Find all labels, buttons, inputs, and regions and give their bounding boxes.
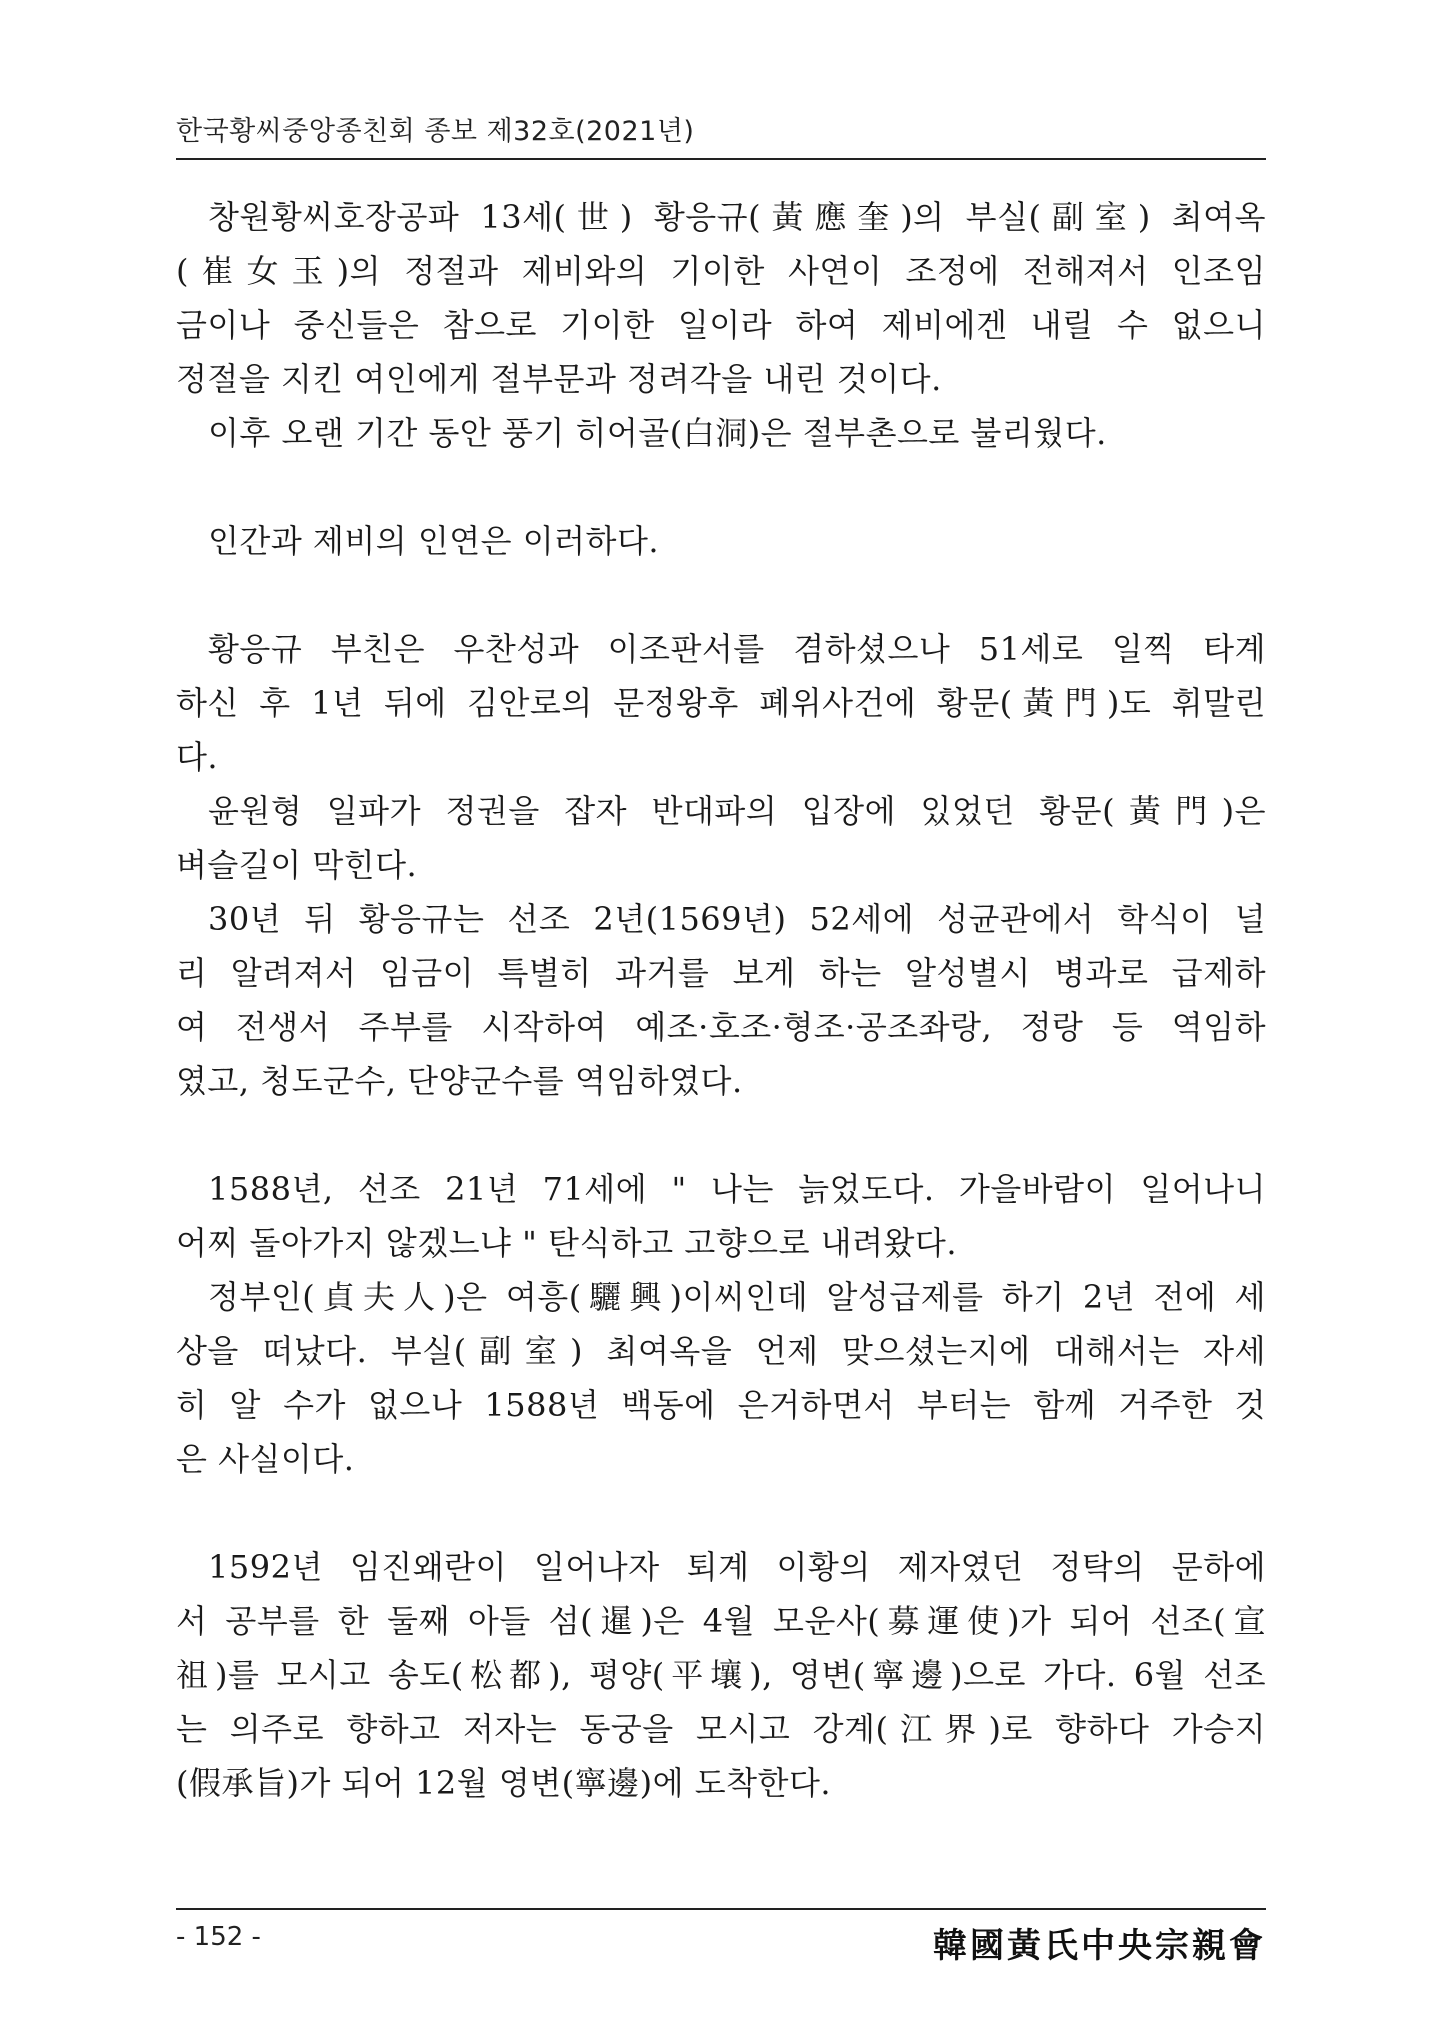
text-line: (假承旨)가 되어 12월 영변(寧邊)에 도착한다. (176, 1764, 832, 1802)
text-line: 은 사실이다. (176, 1440, 355, 1478)
text-line: 여 전생서 주부를 시작하여 예조·호조·형조·공조좌랑, 정랑 등 역임하 (176, 1008, 1266, 1046)
text-line: 1592년 임진왜란이 일어나자 퇴계 이황의 제자였던 정탁의 문하에 (208, 1548, 1266, 1586)
text-line: 금이나 중신들은 참으로 기이한 일이라 하여 제비에겐 내릴 수 없으니 (176, 306, 1266, 344)
paragraph-gap (176, 460, 1266, 514)
text-line: 는 의주로 향하고 저자는 동궁을 모시고 강계(江界)로 향하다 가승지 (176, 1710, 1266, 1748)
text-line: 30년 뒤 황응규는 선조 2년(1569년) 52세에 성균관에서 학식이 널 (208, 900, 1266, 938)
text-line: 이후 오랜 기간 동안 풍기 히어골(白洞)은 절부촌으로 불리웠다. (208, 414, 1107, 452)
text-line: 리 알려져서 임금이 특별히 과거를 보게 하는 알성별시 병과로 급제하 (176, 954, 1266, 992)
page-header (176, 112, 1266, 160)
page-number: - 152 - (176, 1922, 261, 1952)
page-footer (176, 1908, 1266, 1970)
text-line: (崔女玉)의 정절과 제비와의 기이한 사연이 조정에 전해져서 인조임 (176, 252, 1266, 290)
text-line: 정절을 지킨 여인에게 절부문과 정려각을 내린 것이다. (176, 360, 942, 398)
paragraph-gap (176, 1486, 1266, 1540)
article-body (176, 190, 1266, 1810)
text-line: 인간과 제비의 인연은 이러하다. (208, 522, 660, 560)
text-line: 서 공부를 한 둘째 아들 섬(暹)은 4월 모운사(募運使)가 되어 선조(宣 (176, 1602, 1266, 1640)
paragraph-gap (176, 568, 1266, 622)
paragraph-gap (176, 1108, 1266, 1162)
text-line: 벼슬길이 막힌다. (176, 846, 418, 884)
text-line: 창원황씨호장공파 13세(世) 황응규(黃應奎)의 부실(副室) 최여옥 (208, 198, 1266, 236)
text-line: 하신 후 1년 뒤에 김안로의 문정왕후 폐위사건에 황문(黃門)도 휘말린 (176, 684, 1266, 722)
text-line: 였고, 청도군수, 단양군수를 역임하였다. (176, 1062, 743, 1100)
text-line: 어찌 돌아가지 않겠느냐 " 탄식하고 고향으로 내려왔다. (176, 1224, 957, 1262)
publisher-name: 韓國黃氏中央宗親會 (933, 1926, 1266, 1966)
text-line: 히 알 수가 없으나 1588년 백동에 은거하면서 부터는 함께 거주한 것 (176, 1386, 1266, 1424)
header-divider (176, 158, 1266, 160)
publication-title: 한국황씨중앙종친회 종보 제32호(2021년) (176, 116, 695, 147)
text-line: 정부인(貞夫人)은 여흥(驪興)이씨인데 알성급제를 하기 2년 전에 세 (208, 1278, 1266, 1316)
text-line: 祖)를 모시고 송도(松都), 평양(平壤), 영변(寧邊)으로 가다. 6월 선조 (176, 1656, 1266, 1694)
text-line: 황응규 부친은 우찬성과 이조판서를 겸하셨으나 51세로 일찍 타계 (208, 630, 1266, 668)
text-line: 상을 떠났다. 부실(副室) 최여옥을 언제 맞으셨는지에 대해서는 자세 (176, 1332, 1266, 1370)
text-line: 윤원형 일파가 정권을 잡자 반대파의 입장에 있었던 황문(黃門)은 (208, 792, 1266, 830)
text-line: 1588년, 선조 21년 71세에 " 나는 늙었도다. 가을바람이 일어나니 (208, 1170, 1266, 1208)
text-line: 다. (176, 738, 219, 776)
